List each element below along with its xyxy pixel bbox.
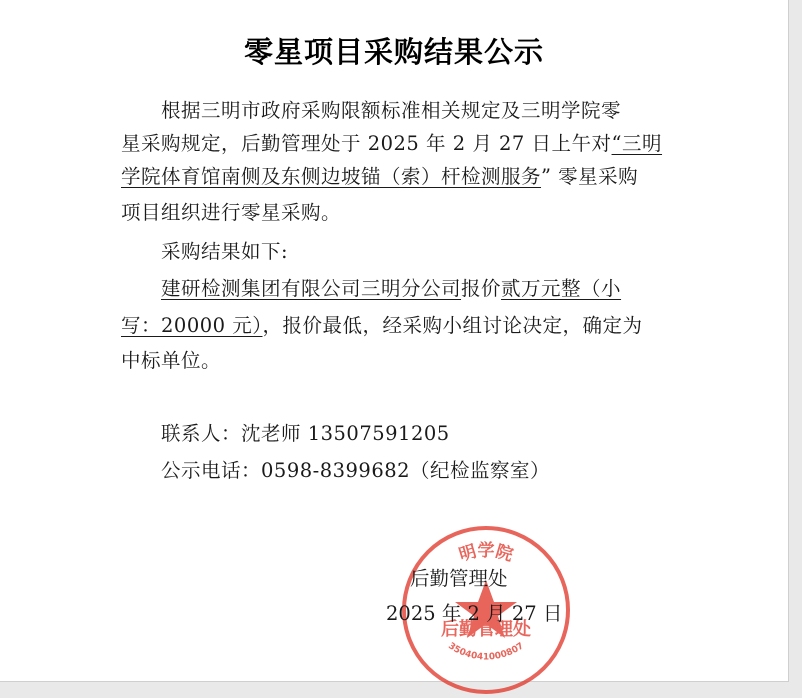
body-line-4: 项目组织进行零星采购。: [121, 201, 342, 224]
seal-number: 3504041000807: [446, 641, 526, 663]
result-line-1: [161, 273, 621, 301]
quote-amount-numeric: 写：20000 元）: [121, 314, 263, 337]
seal-bottom-text: 后勤管理处: [441, 619, 531, 640]
quote-label: 报价: [461, 277, 502, 300]
body-line-3: [121, 161, 638, 189]
body-line-3-rest: ” 零星采购: [541, 165, 639, 188]
contact-phone: 公示电话：0598-8399682（纪检监察室）: [161, 459, 551, 482]
result-line-2-rest: ，报价最低，经采购小组讨论决定，确定为: [262, 314, 643, 337]
winning-company: 建研检测集团有限公司三明分公司: [161, 277, 462, 300]
quote-amount: 贰万元整（小: [501, 277, 622, 300]
result-heading: 采购结果如下:: [161, 240, 289, 263]
result-line-3: 中标单位。: [121, 349, 222, 372]
signature-org: 后勤管理处: [410, 567, 508, 590]
project-name: 学院体育馆南侧及东侧边坡锚（索）杆检测服务: [121, 165, 542, 188]
body-line-2-text: 星采购规定，后勤管理处于 2025 年 2 月 27 日上午对: [121, 132, 612, 155]
signature-date: 2025 年 2 月 27 日: [386, 602, 563, 625]
body-line-2-quote: “三明: [611, 132, 663, 155]
result-line-2: [121, 310, 643, 338]
seal-top-text: 明学院: [456, 541, 516, 566]
body-line-1: 根据三明市政府采购限额标准相关规定及三明学院零: [161, 99, 622, 122]
contact-person: 联系人：沈老师 13507591205: [161, 422, 450, 445]
page-title: 零星项目采购结果公示: [243, 35, 544, 69]
body-line-2: [121, 128, 662, 156]
